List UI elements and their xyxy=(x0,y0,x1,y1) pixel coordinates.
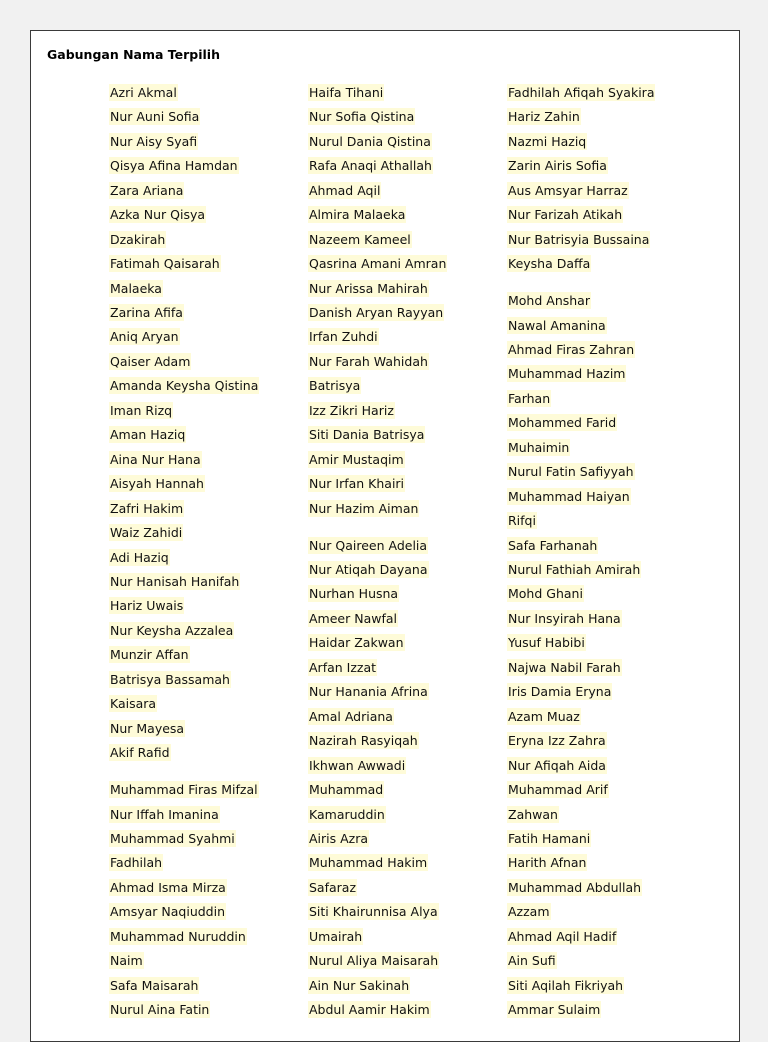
name-entry: Muhammad Syahmi xyxy=(110,831,235,846)
name-entry: Iris Damia Eryna xyxy=(508,684,612,699)
name-entry: Amal Adriana xyxy=(309,709,393,724)
name-entry: Nur Atiqah Dayana xyxy=(309,562,428,577)
name-entry: Nur Auni Sofia xyxy=(110,109,200,124)
name-entry: Nur Hanania Afrina xyxy=(309,684,428,699)
name-entry: Najwa Nabil Farah xyxy=(508,660,621,675)
name-entry: Azri Akmal xyxy=(110,85,177,100)
name-entry: Aniq Aryan xyxy=(110,329,179,344)
name-entry: Umairah xyxy=(309,929,363,944)
name-entry: Haifa Tihani xyxy=(309,85,384,100)
name-entry: Azka Nur Qisya xyxy=(110,207,206,222)
name-entry: Zarin Airis Sofia xyxy=(508,158,607,173)
document-page xyxy=(30,30,740,1042)
name-entry: Azzam xyxy=(508,904,550,919)
name-entry: Akif Rafid xyxy=(110,745,170,760)
name-entry: Amir Mustaqim xyxy=(309,452,404,467)
name-entry: Nur Insyirah Hana xyxy=(508,611,621,626)
name-entry: Qasrina Amani Amran xyxy=(309,256,447,271)
name-entry: Amsyar Naqiuddin xyxy=(110,904,226,919)
name-entry: Nur Hazim Aiman xyxy=(309,501,419,516)
name-entry: Muhammad Hazim xyxy=(508,366,626,381)
name-entry: Nurhan Husna xyxy=(309,586,399,601)
name-entry: Safa Maisarah xyxy=(110,978,199,993)
name-entry: Nur Farah Wahidah xyxy=(309,354,428,369)
name-entry: Muhammad Nuruddin xyxy=(110,929,246,944)
name-entry: Safa Farhanah xyxy=(508,538,598,553)
name-entry: Hariz Zahin xyxy=(508,109,580,124)
name-entry: Fatih Hamani xyxy=(508,831,591,846)
name-entry: Kamaruddin xyxy=(309,807,385,822)
name-entry: Farhan xyxy=(508,391,551,406)
name-entry: Ammar Sulaim xyxy=(508,1002,601,1017)
name-entry: Nazmi Haziq xyxy=(508,134,587,149)
name-entry: Aina Nur Hana xyxy=(110,452,201,467)
name-entry: Muhaimin xyxy=(508,440,570,455)
name-entry: Nurul Aliya Maisarah xyxy=(309,953,439,968)
name-entry: Safaraz xyxy=(309,880,357,895)
name-entry: Nurul Fathiah Amirah xyxy=(508,562,641,577)
name-entry: Nur Farizah Atikah xyxy=(508,207,623,222)
name-entry: Ikhwan Awwadi xyxy=(309,758,406,773)
name-entry: Siti Khairunnisa Alya xyxy=(309,904,438,919)
name-entry: Amanda Keysha Qistina xyxy=(110,378,259,393)
name-entry: Mohd Anshar xyxy=(508,293,590,308)
name-entry: Almira Malaeka xyxy=(309,207,406,222)
name-entry: Malaeka xyxy=(110,281,162,296)
name-entry: Muhammad Abdullah xyxy=(508,880,642,895)
name-entry: Ahmad Firas Zahran xyxy=(508,342,635,357)
name-entry: Nur Qaireen Adelia xyxy=(309,538,428,553)
page-title: Gabungan Nama Terpilih xyxy=(47,47,220,62)
name-entry: Qisya Afina Hamdan xyxy=(110,158,238,173)
name-entry: Iman Rizq xyxy=(110,403,173,418)
name-entry: Aisyah Hannah xyxy=(110,476,204,491)
name-entry: Abdul Aamir Hakim xyxy=(309,1002,430,1017)
name-entry: Batrisya xyxy=(309,378,361,393)
name-entry: Azam Muaz xyxy=(508,709,580,724)
name-entry: Muhammad Hakim xyxy=(309,855,428,870)
name-entry: Mohd Ghani xyxy=(508,586,583,601)
name-entry: Zahwan xyxy=(508,807,558,822)
name-entry: Qaiser Adam xyxy=(110,354,191,369)
name-entry: Nazirah Rasyiqah xyxy=(309,733,418,748)
name-entry: Nur Irfan Khairi xyxy=(309,476,405,491)
name-entry: Nurul Dania Qistina xyxy=(309,134,431,149)
name-entry: Nur Mayesa xyxy=(110,721,185,736)
name-entry: Haidar Zakwan xyxy=(309,635,404,650)
name-entry: Nurul Fatin Safiyyah xyxy=(508,464,634,479)
name-entry: Ain Sufi xyxy=(508,953,556,968)
name-entry: Muhammad Firas Mifzal xyxy=(110,782,258,797)
name-entry: Siti Aqilah Fikriyah xyxy=(508,978,624,993)
name-entry: Siti Dania Batrisya xyxy=(309,427,425,442)
name-entry: Waiz Zahidi xyxy=(110,525,183,540)
name-entry: Fatimah Qaisarah xyxy=(110,256,220,271)
name-entry: Danish Aryan Rayyan xyxy=(309,305,444,320)
name-entry: Nur Iffah Imanina xyxy=(110,807,219,822)
name-entry: Ahmad Isma Mirza xyxy=(110,880,226,895)
name-entry: Zarina Afifa xyxy=(110,305,183,320)
name-entry: Zafri Hakim xyxy=(110,501,184,516)
name-entry: Ameer Nawfal xyxy=(309,611,397,626)
name-entry: Nawal Amanina xyxy=(508,318,606,333)
name-entry: Izz Zikri Hariz xyxy=(309,403,394,418)
name-entry: Munzir Affan xyxy=(110,647,189,662)
name-entry: Zara Ariana xyxy=(110,183,184,198)
name-entry: Ain Nur Sakinah xyxy=(309,978,410,993)
name-entry: Batrisya Bassamah xyxy=(110,672,230,687)
name-entry: Aman Haziq xyxy=(110,427,186,442)
name-entry: Fadhilah Afiqah Syakira xyxy=(508,85,655,100)
name-entry: Arfan Izzat xyxy=(309,660,377,675)
name-entry: Nur Batrisyia Bussaina xyxy=(508,232,650,247)
name-entry: Kaisara xyxy=(110,696,157,711)
name-entry: Nurul Aina Fatin xyxy=(110,1002,210,1017)
name-entry: Nur Hanisah Hanifah xyxy=(110,574,240,589)
name-entry: Ahmad Aqil xyxy=(309,183,381,198)
name-entry: Irfan Zuhdi xyxy=(309,329,378,344)
name-entry: Mohammed Farid xyxy=(508,415,617,430)
name-entry: Adi Haziq xyxy=(110,550,169,565)
name-entry: Dzakirah xyxy=(110,232,166,247)
name-entry: Muhammad Arif xyxy=(508,782,608,797)
name-entry: Yusuf Habibi xyxy=(508,635,585,650)
name-entry: Hariz Uwais xyxy=(110,598,184,613)
name-entry: Aus Amsyar Harraz xyxy=(508,183,628,198)
name-entry: Nazeem Kameel xyxy=(309,232,411,247)
name-entry: Ahmad Aqil Hadif xyxy=(508,929,617,944)
name-entry: Naim xyxy=(110,953,143,968)
name-entry: Nur Arissa Mahirah xyxy=(309,281,428,296)
name-entry: Rifqi xyxy=(508,513,536,528)
name-entry: Rafa Anaqi Athallah xyxy=(309,158,432,173)
name-entry: Harith Afnan xyxy=(508,855,587,870)
name-entry: Muhammad Haiyan xyxy=(508,489,630,504)
name-entry: Nur Aisy Syafi xyxy=(110,134,198,149)
name-entry: Keysha Daffa xyxy=(508,256,591,271)
name-entry: Muhammad xyxy=(309,782,384,797)
name-entry: Airis Azra xyxy=(309,831,369,846)
name-entry: Nur Sofia Qistina xyxy=(309,109,415,124)
name-entry: Nur Keysha Azzalea xyxy=(110,623,234,638)
name-entry: Fadhilah xyxy=(110,855,163,870)
name-entry: Eryna Izz Zahra xyxy=(508,733,606,748)
name-entry: Nur Afiqah Aida xyxy=(508,758,606,773)
